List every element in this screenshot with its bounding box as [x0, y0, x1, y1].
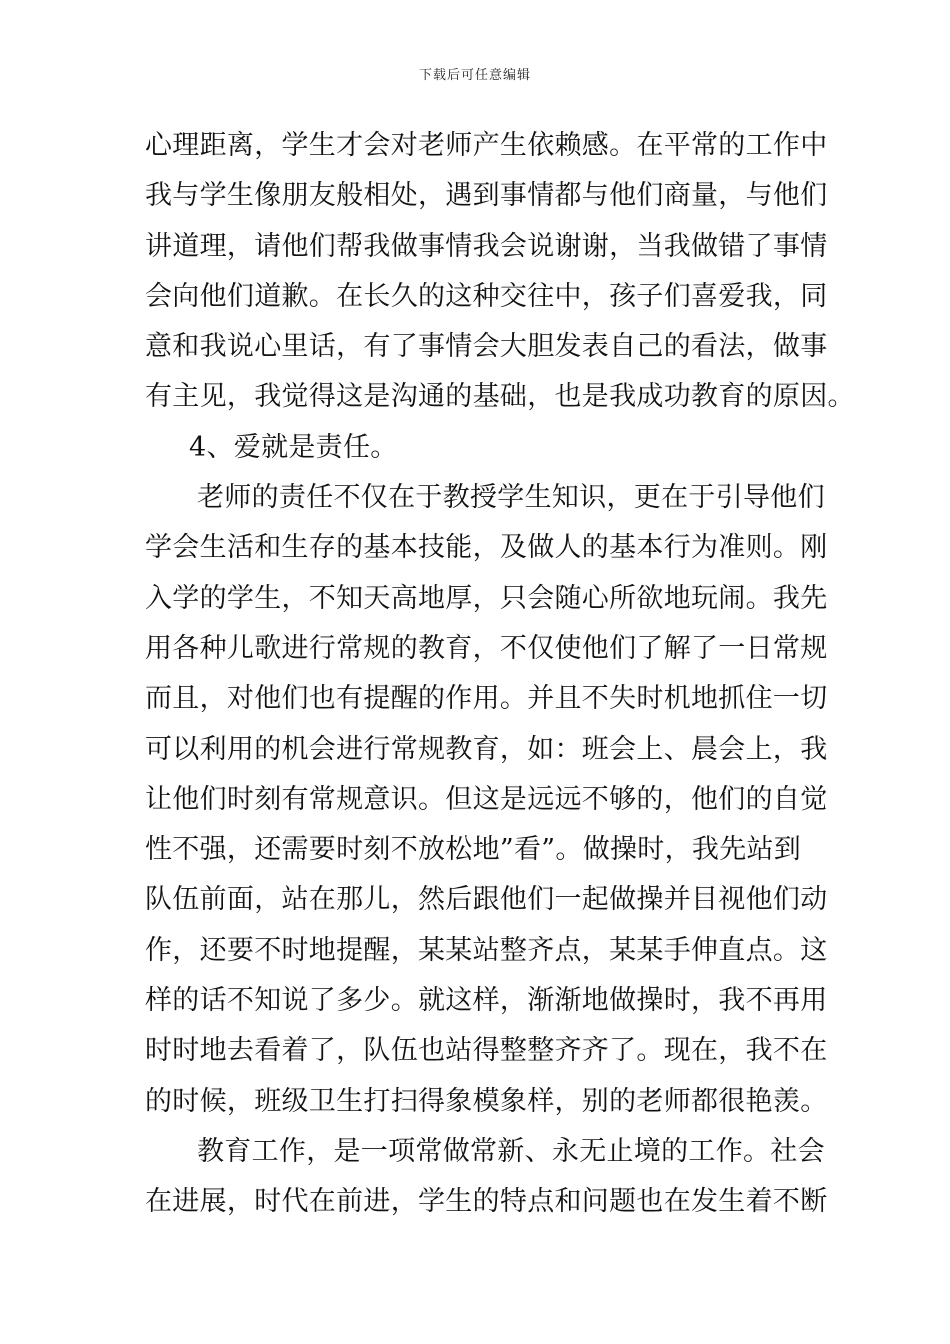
text-line: 时时地去看着了，队伍也站得整整齐齐了。现在，我不在 [145, 1035, 828, 1067]
text-line: 可以利用的机会进行常规教育，如：班会上、晨会上，我 [145, 733, 828, 765]
text-line: 而且，对他们也有提醒的作用。并且不失时机地抓住一切 [145, 683, 828, 715]
text-line: 性不强，还需要时刻不放松地”看”。做操时，我先站到 [145, 834, 802, 866]
text-line: 用各种儿歌进行常规的教育，不仅使他们了解了一日常规 [145, 632, 828, 664]
page-header: 下载后可任意编辑 [418, 68, 531, 83]
text-line: 作，还要不时地提醒，某某站整齐点，某某手伸直点。这 [145, 934, 828, 966]
document-body [145, 121, 855, 1228]
text-line: 讲道理，请他们帮我做事情我会说谢谢，当我做错了事情 [145, 230, 828, 262]
text-line: 入学的学生，不知天高地厚，只会随心所欲地玩闹。我先 [145, 582, 828, 614]
text-line: 我与学生像朋友般相处，遇到事情都与他们商量，与他们 [145, 180, 828, 212]
text-line: 样的话不知说了多少。就这样，渐渐地做操时，我不再用 [145, 985, 828, 1017]
text-line: 队伍前面，站在那儿，然后跟他们一起做操并目视他们动 [145, 884, 828, 916]
text-line: 有主见，我觉得这是沟通的基础，也是我成功教育的原因。 [145, 381, 855, 413]
section-heading: 4、爱就是责任。 [189, 431, 398, 463]
text-line: 在进展，时代在前进，学生的特点和问题也在发生着不断 [145, 1186, 828, 1218]
paragraph-start-line: 教育工作，是一项常做常新、永无止境的工作。社会 [197, 1135, 825, 1167]
text-line: 会向他们道歉。在长久的这种交往中，孩子们喜爱我，同 [145, 280, 828, 312]
text-line: 意和我说心里话，有了事情会大胆发表自己的看法，做事 [145, 331, 828, 363]
text-line: 学会生活和生存的基本技能，及做人的基本行为准则。刚 [145, 532, 828, 564]
text-line: 的时候，班级卫生打扫得象模象样，别的老师都很艳羡。 [145, 1085, 828, 1117]
text-line: 让他们时刻有常规意识。但这是远远不够的，他们的自觉 [145, 783, 828, 815]
paragraph-start-line: 老师的责任不仅在于教授学生知识，更在于引导他们 [197, 482, 825, 514]
text-line: 心理距离，学生才会对老师产生依赖感。在平常的工作中 [145, 130, 828, 161]
